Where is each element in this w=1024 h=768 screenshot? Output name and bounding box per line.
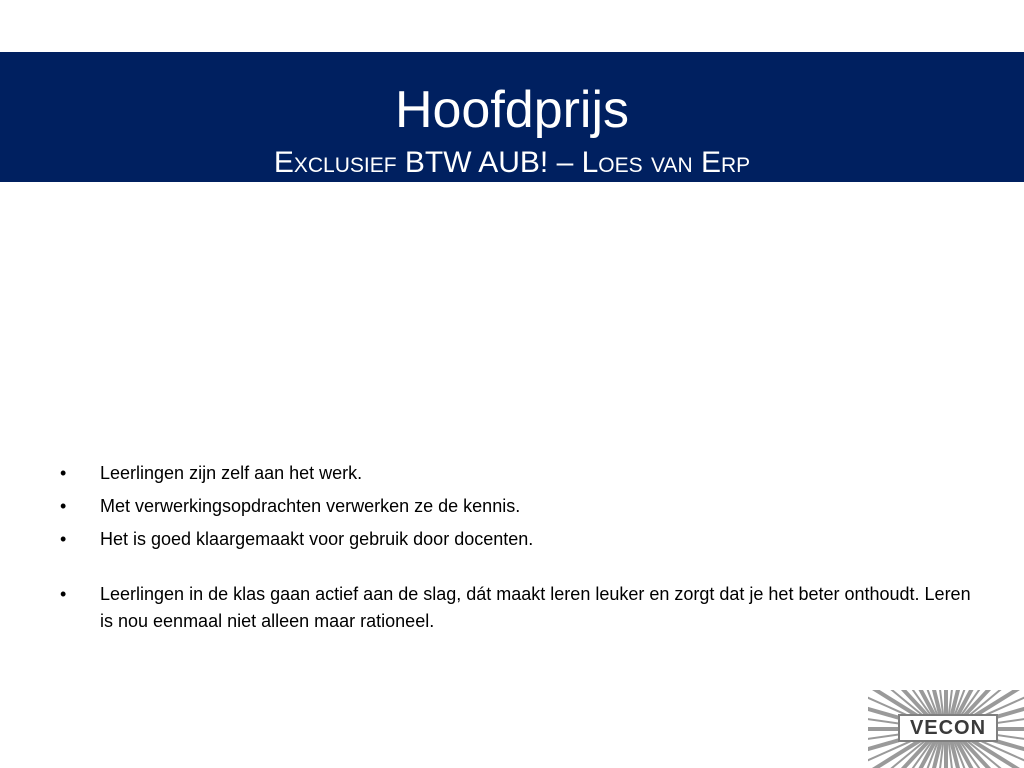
bullet-list [60, 460, 980, 641]
logo-text: VECON [898, 714, 998, 742]
bullet-item [60, 493, 980, 520]
bullet-text: Met verwerkingsopdrachten verwerken ze de kennis. [100, 496, 521, 516]
bullet-text: Leerlingen in de klas gaan actief aan de slag, dát maakt leren leuker en zorgt dat je het beter onthoudt. Leren is nou eenmaal niet alleen maar rationeel. [100, 584, 971, 631]
vecon-logo [868, 690, 1024, 768]
slide-subtitle: Exclusief BTW AUB! – Loes van Erp [273, 146, 751, 179]
bullet-text: Leerlingen zijn zelf aan het werk. [100, 463, 363, 483]
slide-title: Hoofdprijs [394, 81, 630, 139]
bullet-icon: • [60, 496, 67, 516]
bullet-item [60, 581, 980, 635]
bullet-text: Het is goed klaargemaakt voor gebruik door docenten. [100, 529, 534, 549]
bullet-icon: • [60, 584, 67, 604]
bullet-item [60, 526, 980, 553]
bullet-icon: • [60, 463, 67, 483]
bullet-item [60, 460, 980, 487]
bullet-icon: • [60, 529, 67, 549]
